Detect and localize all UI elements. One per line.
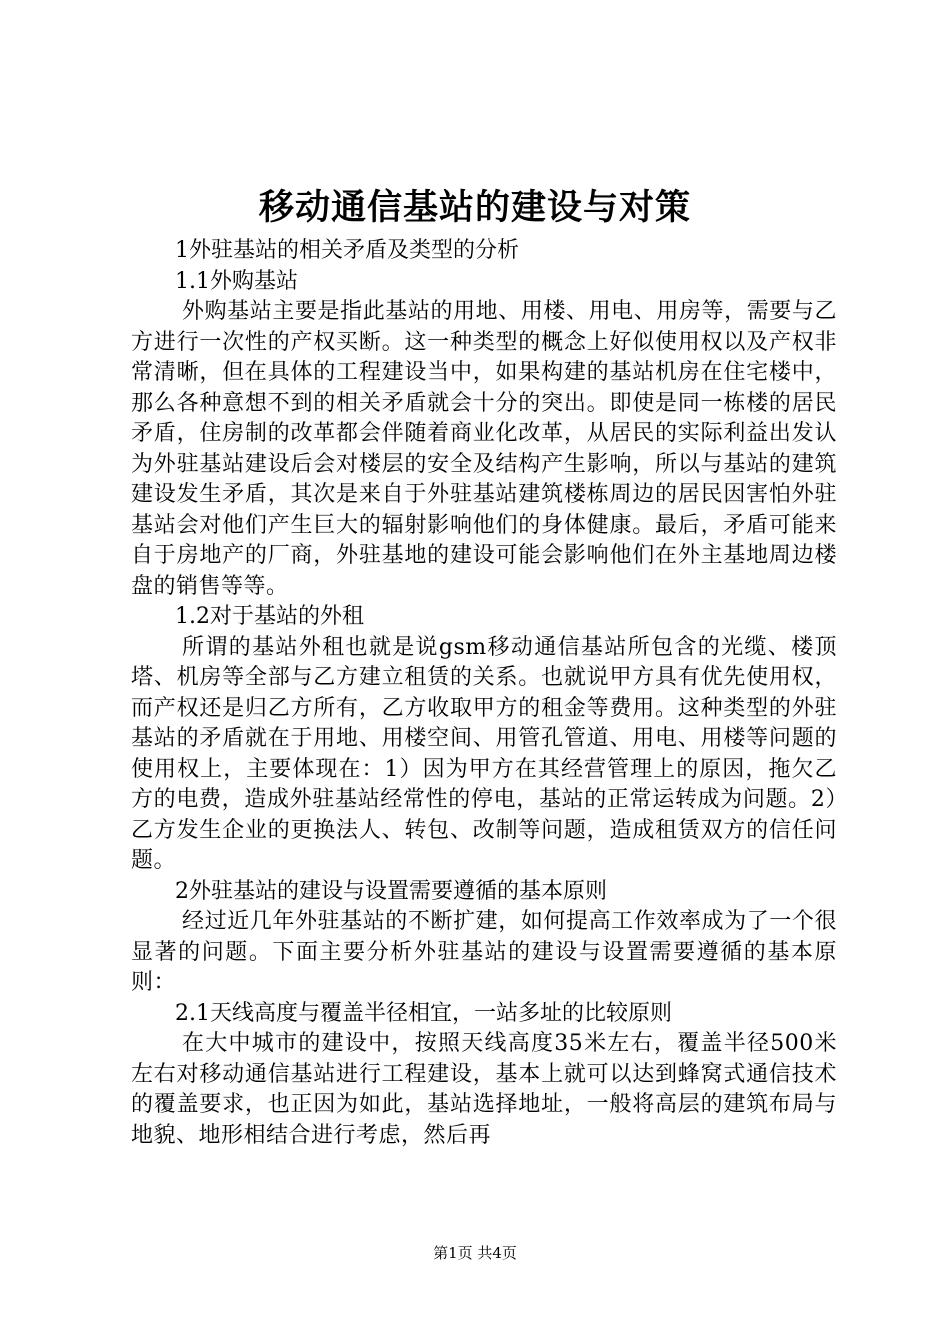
section-heading: 2外驻基站的建设与设置需要遵循的基本原则	[175, 878, 607, 904]
body-paragraph: 在大中城市的建设中，按照天线高度35米左右，覆盖半径500米左右对移动通信基站进行工程建设，基本上就可以达到蜂窝式通信技术的覆盖要求，也正因为如此，基站选择地址，一般将高层的建筑布局与地貌、地形相结合进行考虑，然后再	[131, 1031, 837, 1148]
page-footer: 第1页 共4页	[433, 1244, 517, 1262]
subsection-heading: 2.1天线高度与覆盖半径相宜，一站多址的比较原则	[175, 1000, 672, 1026]
section-heading: 1外驻基站的相关矛盾及类型的分析	[175, 238, 519, 263]
document-title: 移动通信基站的建设与对策	[258, 187, 691, 228]
document-body	[131, 236, 837, 1151]
subsection-heading: 1.1外购基站	[175, 268, 298, 294]
subsection-heading: 1.2对于基站的外租	[175, 604, 364, 629]
body-paragraph: 经过近几年外驻基站的不断扩建，如何提高工作效率成为了一个很显著的问题。下面主要分析外驻基站的建设与设置需要遵循的基本原则：	[131, 909, 837, 995]
body-paragraph: 外购基站主要是指此基站的用地、用楼、用电、用房等，需要与乙方进行一次性的产权买断。这一种类型的概念上好似使用权以及产权非常清晰，但在具体的工程建设当中，如果构建的基站机房在住宅楼中，那么各种意想不到的相关矛盾就会十分的突出。即使是同一栋楼的居民矛盾，住房制的改革都会伴随着商业化改革，从居民的实际利益出发认为外驻基站建设后会对楼层的安全及结构产生影响，所以与基站的建筑建设发生矛盾，其次是来自于外驻基站建筑楼栋周边的居民因害怕外驻基站会对他们产生巨大的辐射影响他们的身体健康。最后，矛盾可能来自于房地产的厂商，外驻基地的建设可能会影响他们在外主基地周边楼盘的销售等等。	[131, 299, 837, 599]
body-paragraph: 所谓的基站外租也就是说gsm移动通信基站所包含的光缆、楼顶塔、机房等全部与乙方建立租赁的关系。也就说甲方具有优先使用权，而产权还是归乙方所有，乙方收取甲方的租金等费用。这种类型的外驻基站的矛盾就在于用地、用楼空间、用管孔管道、用电、用楼等问题的使用权上，主要体现在：1）因为甲方在其经营管理上的原因，拖欠乙方的电费，造成外驻基站经常性的停电，基站的正常运转成为问题。2）乙方发生企业的更换法人、转包、改制等问题，造成租赁双方的信任问题。	[131, 634, 837, 873]
